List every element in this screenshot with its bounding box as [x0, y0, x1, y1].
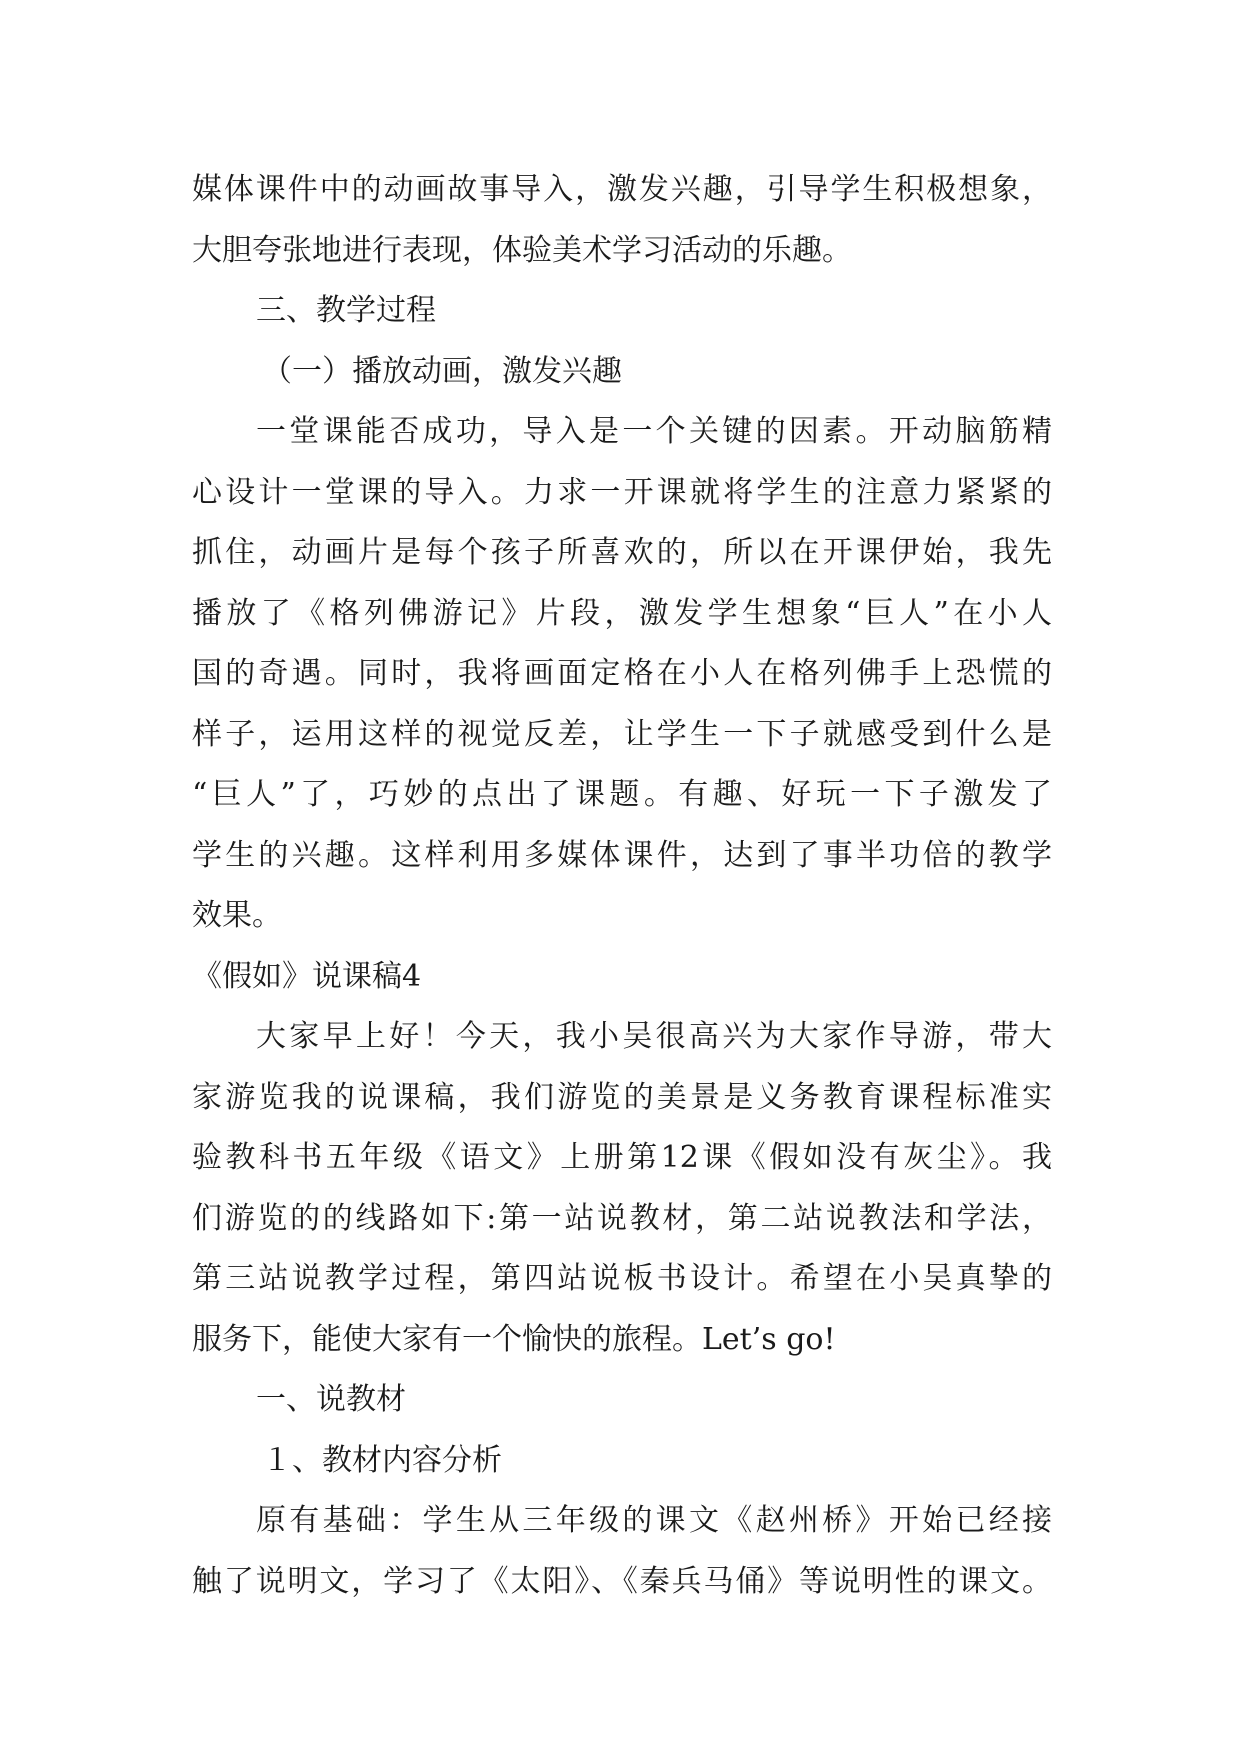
text-line: １、教材内容分析	[262, 1442, 502, 1478]
text-line: 心设计一堂课的导入。力求一开课就将学生的注意力紧紧的	[192, 474, 1052, 510]
text-line: 家游览我的说课稿，我们游览的美景是义务教育课程标准实	[192, 1079, 1052, 1115]
text-line: （一）播放动画，激发兴趣	[262, 353, 622, 389]
document-body	[192, 160, 1052, 1612]
text-line: 一堂课能否成功，导入是一个关键的因素。开动脑筋精	[256, 414, 1052, 449]
text-line: 触了说明文，学习了《太阳》、《秦兵马俑》等说明性的课文。	[192, 1563, 1052, 1599]
section-heading: 《假如》说课稿4	[192, 958, 422, 994]
text-line: 第三站说教学过程，第四站说板书设计。希望在小吴真挚的	[192, 1261, 1052, 1296]
text-line: 大胆夸张地进行表现，体验美术学习活动的乐趣。	[192, 232, 852, 268]
text-line: 原有基础：学生从三年级的课文《赵州桥》开始已经接	[256, 1503, 1052, 1538]
text-line: 三、教学过程	[256, 293, 436, 328]
text-line: 国的奇遇。同时，我将画面定格在小人在格列佛手上恐慌的	[192, 656, 1052, 691]
text-line: 效果。	[192, 898, 282, 933]
text-line: 服务下，能使大家有一个愉快的旅程。Let’s go!	[192, 1321, 836, 1357]
text-line: 们游览的的线路如下:第一站说教材，第二站说教法和学法，	[192, 1200, 1052, 1236]
text-line: 媒体课件中的动画故事导入，激发兴趣，引导学生积极想象，	[192, 172, 1052, 207]
text-line: “巨人”了，巧妙的点出了课题。有趣、好玩一下子激发了	[192, 777, 1052, 812]
text-line: 验教科书五年级《语文》上册第12课《假如没有灰尘》。我	[192, 1140, 1052, 1175]
text-line: 学生的兴趣。这样利用多媒体课件，达到了事半功倍的教学	[192, 837, 1052, 873]
text-line: 大家早上好！今天，我小吴很高兴为大家作导游，带大	[256, 1019, 1052, 1054]
text-line: 播放了《格列佛游记》片段，激发学生想象“巨人”在小人	[192, 595, 1052, 631]
text-line: 抓住，动画片是每个孩子所喜欢的，所以在开课伊始，我先	[192, 535, 1052, 570]
text-line: 一、说教材	[256, 1382, 406, 1417]
text-line: 样子，运用这样的视觉反差，让学生一下子就感受到什么是	[192, 716, 1052, 752]
